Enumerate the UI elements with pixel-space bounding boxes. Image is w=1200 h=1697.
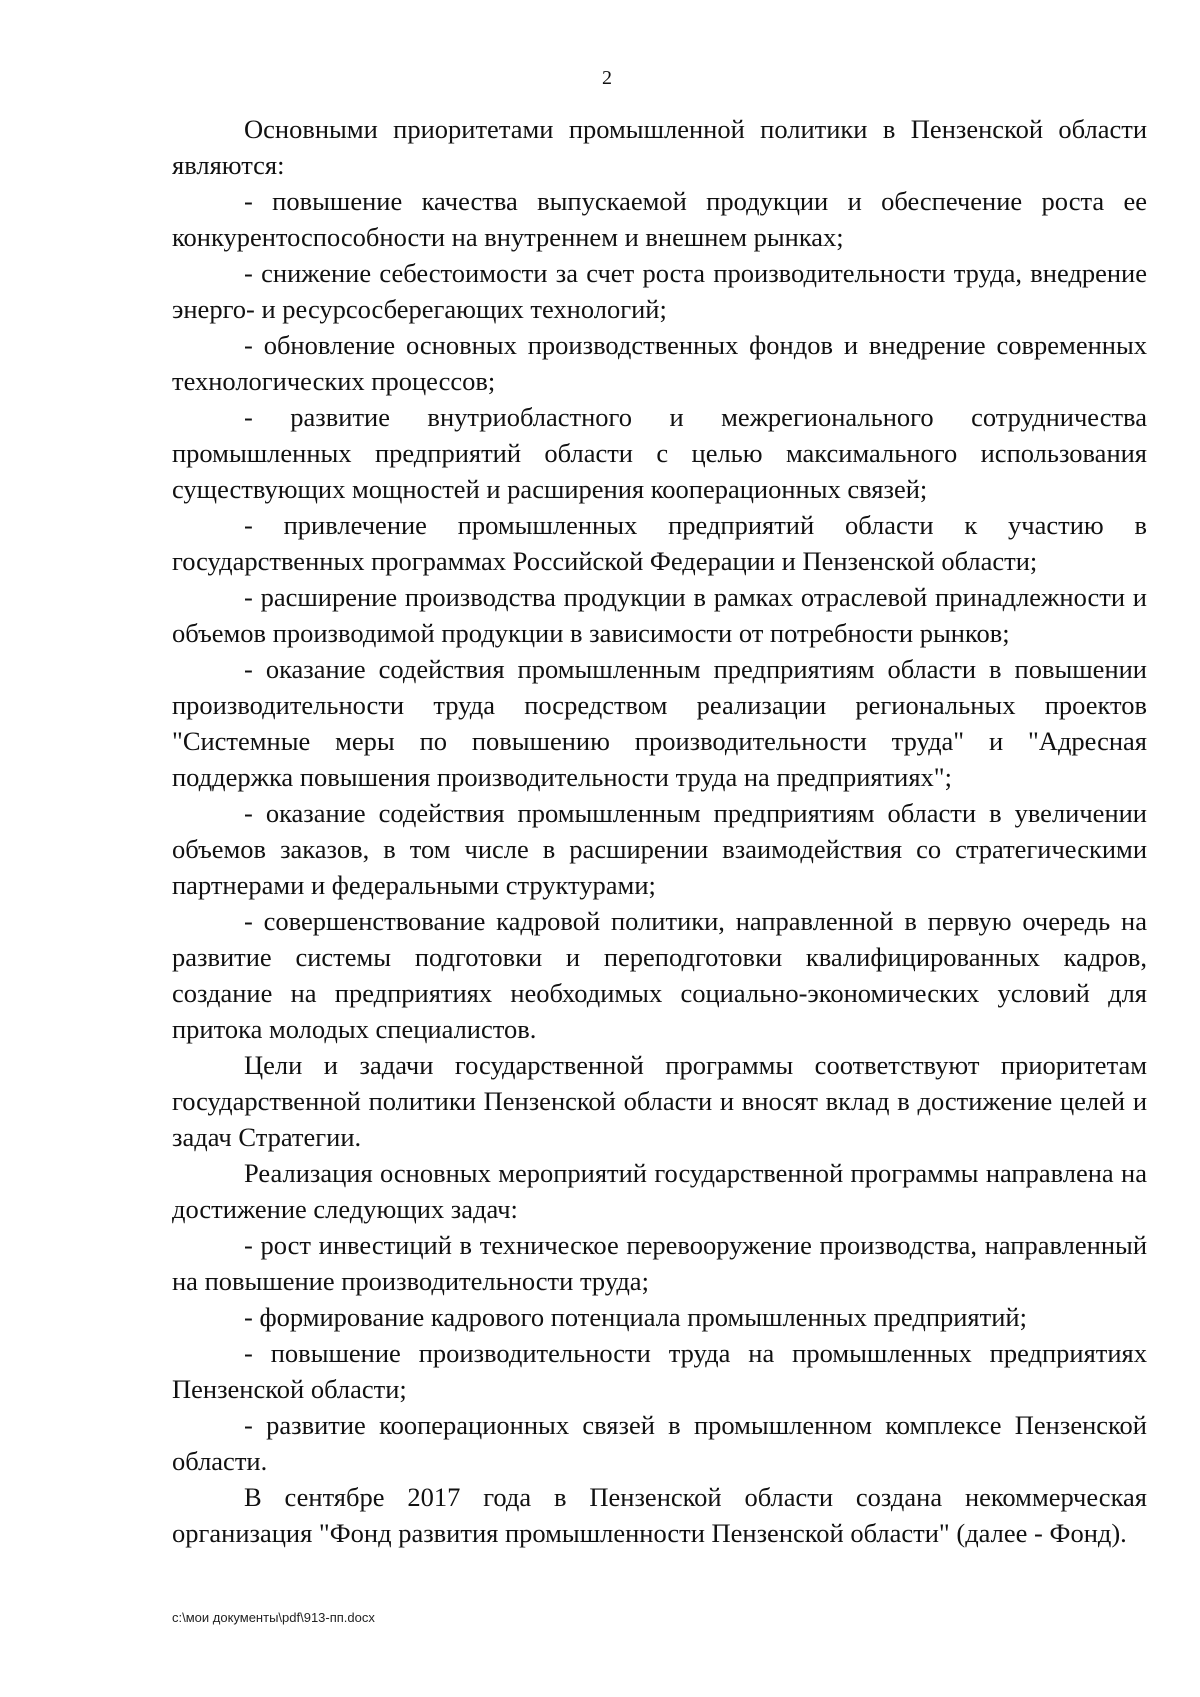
paragraph-implementation: Реализация основных мероприятий государственной программы направлена на достижение следующих задач: [172, 1158, 1147, 1224]
paragraph-intro-priorities: Основными приоритетами промышленной политики в Пензенской области являются: [172, 114, 1147, 180]
list-item-personnel-potential: - формирование кадрового потенциала промышленных предприятий; [244, 1302, 1027, 1332]
list-item-labor-productivity: - повышение производительности труда на промышленных предприятиях Пензенской области; [172, 1338, 1147, 1404]
list-item-cost-reduction: - снижение себестоимости за счет роста производительности труда, внедрение энерго- и ресурсосберегающих технологий; [172, 258, 1147, 324]
list-item-production-expansion: - расширение производства продукции в рамках отраслевой принадлежности и объемов производимой продукции в зависимости от потребности рынков; [172, 582, 1147, 648]
document-body [172, 111, 1147, 1551]
list-item-state-programs: - привлечение промышленных предприятий области к участию в государственных программах Российской Федерации и Пензенской области; [172, 510, 1147, 576]
page-number: 2 [602, 67, 612, 89]
paragraph-goals: Цели и задачи государственной программы соответствуют приоритетам государственной политики Пензенской области и вносят вклад в достижение целей и задач Стратегии. [172, 1050, 1147, 1152]
paragraph-fund-creation: В сентябре 2017 года в Пензенской области создана некоммерческая организация "Фонд развития промышленности Пензенской области" (далее - Фонд). [172, 1482, 1147, 1548]
list-item-investment: - рост инвестиций в техническое перевооружение производства, направленный на повышение производительности труда; [172, 1230, 1147, 1296]
list-item-productivity-projects: - оказание содействия промышленным предприятиям области в повышении производительности труда посредством реализации региональных проектов "Системные меры по повышению производительности труда" и "Адресная поддержка повышения производительности труда на предприятиях"; [172, 654, 1147, 792]
list-item-cooperation: - развитие внутриобластного и межрегионального сотрудничества промышленных предприятий области с целью максимального использования существующих мощностей и расширения кооперационных связей; [172, 402, 1147, 504]
list-item-cooperation-links: - развитие кооперационных связей в промышленном комплексе Пензенской области. [172, 1410, 1147, 1476]
footer-file-path: c:\мои документы\pdf\913-пп.docx [172, 1610, 375, 1625]
list-item-product-quality: - повышение качества выпускаемой продукции и обеспечение роста ее конкурентоспособности на внутреннем и внешнем рынках; [172, 186, 1147, 252]
list-item-fund-renewal: - обновление основных производственных фондов и внедрение современных технологических процессов; [172, 330, 1147, 396]
list-item-personnel-policy: - совершенствование кадровой политики, направленной в первую очередь на развитие системы подготовки и переподготовки квалифицированных кадров, создание на предприятиях необходимых социально-экономических условий для притока молодых специалистов. [172, 906, 1147, 1044]
list-item-order-volumes: - оказание содействия промышленным предприятиям области в увеличении объемов заказов, в том числе в расширении взаимодействия со стратегическими партнерами и федеральными структурами; [172, 798, 1147, 900]
